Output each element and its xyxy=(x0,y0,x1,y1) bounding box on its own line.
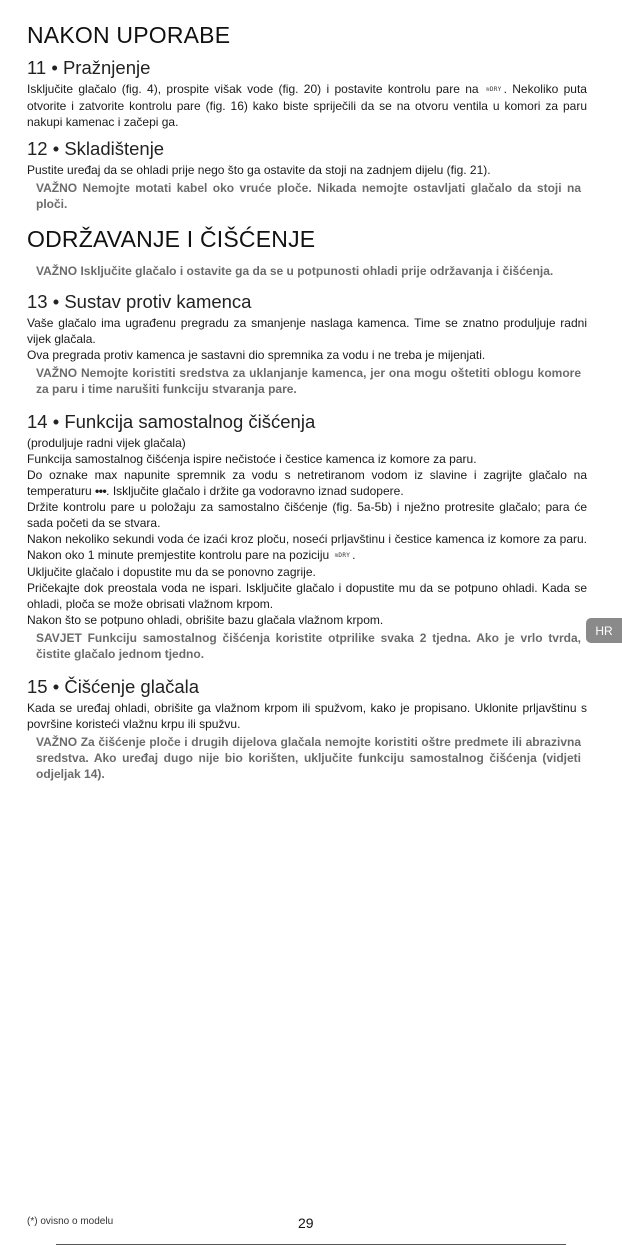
section-13 xyxy=(27,291,587,397)
section-title-maintenance: ODRŽAVANJE I ČIŠĆENJE xyxy=(27,225,316,252)
paragraph-14-5: Nakon nekoliko sekundi voda će izaći kroz ploču, noseći prljavštinu i čestice kamenca iz komore za paru. Nakon oko 1 minute premjestite kontrolu pare na poziciju ≋DRY . xyxy=(27,531,587,562)
paragraph-14-8: Nakon što se potpuno ohladi, obrišite bazu glačala vlažnom krpom. xyxy=(27,612,384,627)
note-13: VAŽNO Nemojte koristiti sredstva za uklanjanje kamenca, jer ona mogu oštetiti oblogu komore za paru i time narušiti funkciju stvaranja pare. xyxy=(36,365,581,396)
section-11 xyxy=(27,57,587,130)
note-maintenance: VAŽNO Isključite glačalo i ostavite ga da se u potpunosti ohladi prije održavanja i čišćenja. xyxy=(36,263,554,278)
section-15 xyxy=(27,676,587,782)
heading-13: 13 • Sustav protiv kamenca xyxy=(27,290,252,312)
paragraph-12: Pustite uređaj da se ohladi prije nego što ga ostavite da stoji na zadnjem dijelu (fig. 21). xyxy=(27,162,491,177)
paragraph-15: Kada se uređaj ohladi, obrišite ga vlažnom krpom ili spužvom, kako je propisano. Uklonite prljavštinu s površine koristeći vlažnu krpu ili spužvu. xyxy=(27,700,587,731)
section-14 xyxy=(27,411,587,662)
steam-dry-icon: ≋DRY xyxy=(485,85,502,93)
paragraph-14-6: Uključite glačalo i dopustite mu da se ponovno zagrije. xyxy=(27,564,316,579)
paragraph-14-4: Držite kontrolu pare u položaju za samostalno čišćenje (fig. 5a-5b) i nježno protresite glačalo; para će sada početi da se stvara. xyxy=(27,499,587,530)
paragraph-14-3: Do oznake max napunite spremnik za vodu s netretiranom vodom iz slavine i zagrijte glačalo na temperaturu •••. Isključite glačalo i držite ga vodoravno iznad sudopere. xyxy=(27,467,587,498)
note-15: VAŽNO Za čišćenje ploče i drugih dijelova glačala nemojte koristiti oštre predmete ili abrazivna sredstva. Ako uređaj dugo nije bio korišten, uključite funkciju samostalnog čišćenja (vidjeti odjeljak 14). xyxy=(36,734,581,781)
paragraph-13-1: Vaše glačalo ima ugrađenu pregradu za smanjenje naslaga kamenca. Time se znatno produljuje radni vijek glačala. xyxy=(27,315,587,346)
heading-12: 12 • Skladištenje xyxy=(27,137,165,159)
heading-11: 11 • Pražnjenje xyxy=(27,57,151,78)
page-number: 29 xyxy=(298,1215,314,1231)
paragraph-14-7: Pričekajte dok preostala voda ne ispari. Isključite glačalo i dopustite mu da se potpuno ohladi. Kada se ohladi, ploča se može obrisati vlažnom krpom. xyxy=(27,580,587,611)
paragraph-14-1: (produljuje radni vijek glačala) xyxy=(27,435,186,450)
page-content xyxy=(27,22,587,790)
tip-14: SAVJET Funkciju samostalnog čišćenja koristite otprilike svaka 2 tjedna. Ako je vrlo tvrda, čistite glačalo jednom tjedno. xyxy=(36,630,581,661)
section-title-after-use: NAKON UPORABE xyxy=(27,22,231,48)
paragraph-14-2: Funkcija samostalnog čišćenja ispire nečistoće i čestice kamenca iz komore za paru. xyxy=(27,451,477,466)
footnote: (*) ovisno o modelu xyxy=(27,1216,114,1227)
note-12: VAŽNO Nemojte motati kabel oko vruće ploče. Nikada nemojte ostavljati glačalo da stoji na ploči. xyxy=(36,180,581,211)
paragraph-11: Isključite glačalo (fig. 4), prospite višak vode (fig. 20) i postavite kontrolu pare na ≋DRY . Nekoliko puta otvorite i zatvorite kontrolu pare (fig. 16) kako biste spriječili da se na otvoru ventila u komori za paru nakupi kamenac i začepi ga. xyxy=(27,82,587,129)
language-tab: HR xyxy=(586,618,622,643)
temperature-dots: ••• xyxy=(95,483,107,498)
heading-14: 14 • Funkcija samostalnog čišćenja xyxy=(27,410,316,432)
paragraph-13-2: Ova pregrada protiv kamenca je sastavni dio spremnika za vodu i ne treba je mijenjati. xyxy=(27,347,486,362)
steam-dry-icon: ≋DRY xyxy=(334,551,351,559)
heading-15: 15 • Čišćenje glačala xyxy=(27,675,200,697)
section-12 xyxy=(27,138,587,212)
